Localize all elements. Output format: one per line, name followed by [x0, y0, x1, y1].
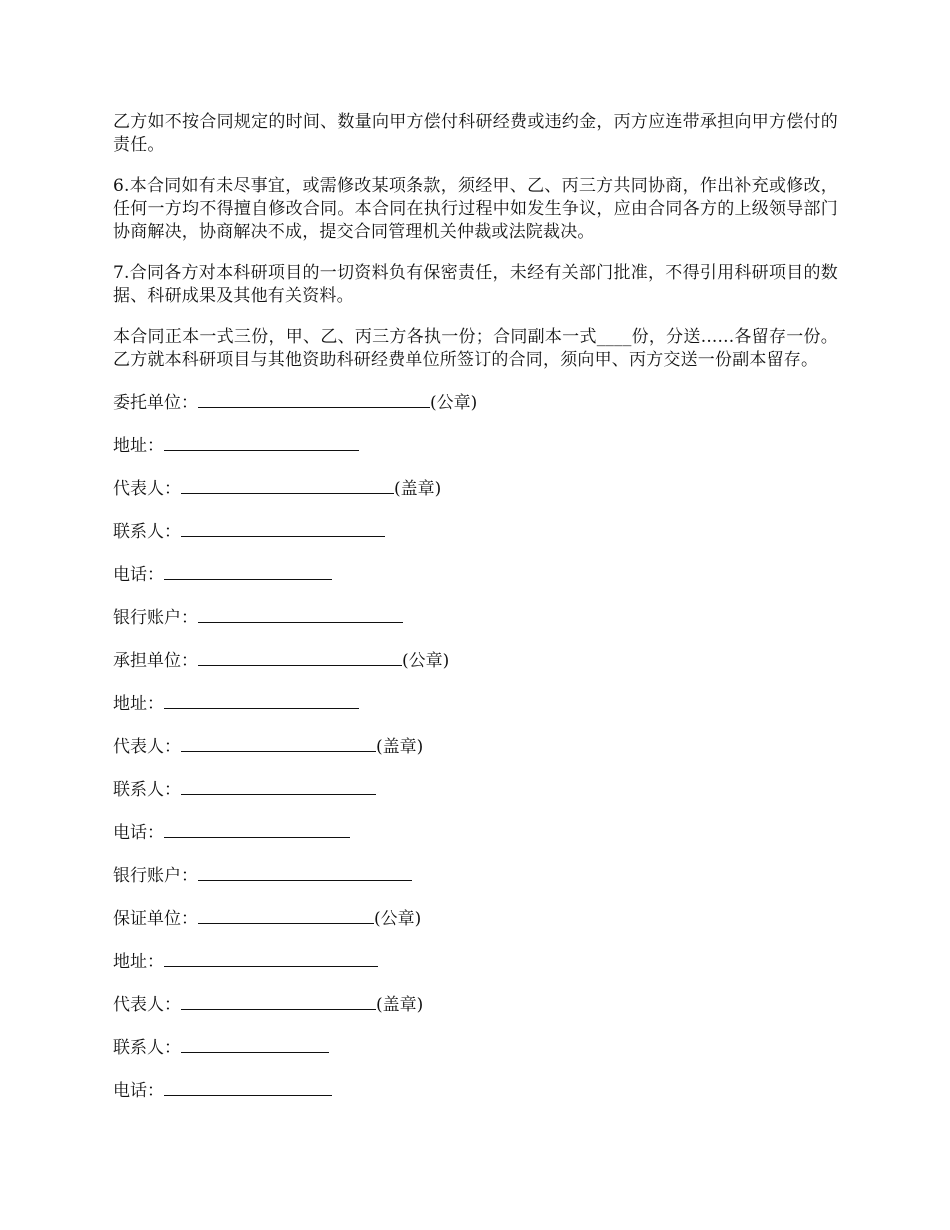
paragraph-clause-6: 6.本合同如有未尽事宜，或需修改某项条款，须经甲、乙、丙三方共同协商，作出补充或修改，任何一方均不得擅自修改合同。本合同在执行过程中如发生争议，应由合同各方的上级领导部门协商解决，协商解决不成，提交合同管理机关仲裁或法院裁决。	[113, 176, 838, 242]
signature-blank[interactable]	[164, 820, 350, 838]
field-bank-account	[113, 863, 838, 888]
field-suffix: (公章)	[430, 393, 478, 413]
field-label: 联系人：	[113, 522, 181, 542]
signature-blank[interactable]	[198, 605, 403, 623]
field-suffix: (盖章)	[394, 479, 442, 499]
signature-blank[interactable]	[198, 390, 430, 408]
field-phone	[113, 562, 838, 587]
signature-blank[interactable]	[198, 863, 412, 881]
field-label: 银行账户：	[113, 866, 198, 886]
paragraph-copies: 本合同正本一式三份，甲、乙、丙三方各执一份；合同副本一式____份，分送......各留存一份。乙方就本科研项目与其他资助科研经费单位所签订的合同，须向甲、丙方交送一份副本留存。	[113, 327, 838, 370]
signature-blank[interactable]	[198, 648, 402, 666]
signature-blank[interactable]	[198, 906, 374, 924]
signature-blank[interactable]	[164, 691, 359, 709]
field-address	[113, 691, 838, 716]
field-label: 代表人：	[113, 737, 181, 757]
field-label: 地址：	[113, 436, 164, 456]
field-label: 代表人：	[113, 995, 181, 1015]
field-guarantor-unit	[113, 906, 838, 931]
field-label: 电话：	[113, 823, 164, 843]
field-label: 代表人：	[113, 479, 181, 499]
field-label: 银行账户：	[113, 608, 198, 628]
field-label: 电话：	[113, 565, 164, 585]
field-contact-person	[113, 519, 838, 544]
field-representative	[113, 992, 838, 1017]
field-label: 承担单位：	[113, 651, 198, 671]
field-representative	[113, 734, 838, 759]
field-bank-account	[113, 605, 838, 630]
signature-blank[interactable]	[181, 1035, 329, 1053]
field-label: 联系人：	[113, 780, 181, 800]
field-phone	[113, 1078, 838, 1103]
field-representative	[113, 476, 838, 501]
field-address	[113, 433, 838, 458]
paragraph-clause-7: 7.合同各方对本科研项目的一切资料负有保密责任，未经有关部门批准，不得引用科研项目的数据、科研成果及其他有关资料。	[113, 263, 838, 306]
field-suffix: (盖章)	[376, 995, 424, 1015]
field-suffix: (公章)	[374, 909, 422, 929]
signature-blank[interactable]	[181, 519, 385, 537]
field-suffix: (公章)	[402, 651, 450, 671]
signature-blank[interactable]	[181, 992, 376, 1010]
field-label: 保证单位：	[113, 909, 198, 929]
field-undertaking-unit	[113, 648, 838, 673]
field-contact-person	[113, 1035, 838, 1060]
signature-blank[interactable]	[164, 949, 378, 967]
field-address	[113, 949, 838, 974]
paragraph-liability: 乙方如不按合同规定的时间、数量向甲方偿付科研经费或违约金，丙方应连带承担向甲方偿付的责任。	[113, 112, 838, 155]
signature-blank[interactable]	[181, 734, 376, 752]
signature-blank[interactable]	[164, 433, 359, 451]
signature-blank[interactable]	[164, 1078, 332, 1096]
field-commissioning-unit	[113, 390, 838, 415]
signature-blank[interactable]	[181, 777, 376, 795]
field-label: 委托单位：	[113, 393, 198, 413]
field-label: 电话：	[113, 1081, 164, 1101]
field-label: 联系人：	[113, 1038, 181, 1058]
signature-blank[interactable]	[181, 476, 394, 494]
field-phone	[113, 820, 838, 845]
signature-blank[interactable]	[164, 562, 332, 580]
field-label: 地址：	[113, 694, 164, 714]
field-contact-person	[113, 777, 838, 802]
field-label: 地址：	[113, 952, 164, 972]
field-suffix: (盖章)	[376, 737, 424, 757]
